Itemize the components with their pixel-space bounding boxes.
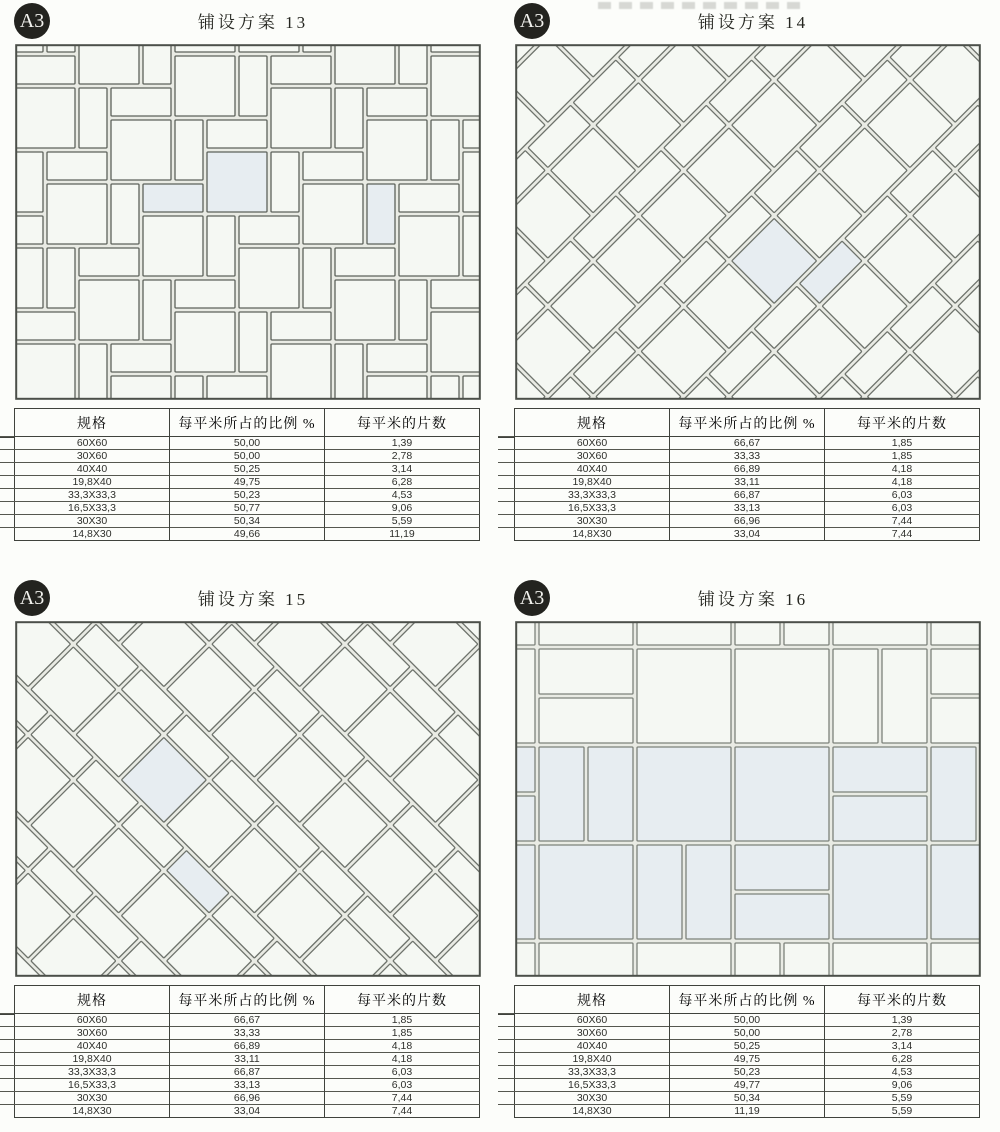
table-row <box>15 502 480 515</box>
tile <box>111 344 171 372</box>
tile <box>47 152 107 180</box>
count-cell: 7,44 <box>825 528 980 541</box>
ratio-cell: 50,00 <box>170 450 325 463</box>
tile <box>335 88 363 148</box>
tile <box>239 216 299 244</box>
tile-pattern-diagram <box>14 621 482 977</box>
tile <box>111 184 139 244</box>
tile <box>207 120 267 148</box>
ratio-cell: 50,00 <box>670 1027 825 1040</box>
tile <box>931 845 982 939</box>
spec-cell: 30X60 <box>15 1027 170 1040</box>
table-row <box>15 489 480 502</box>
tile <box>833 649 878 743</box>
table-row <box>515 515 980 528</box>
table-row <box>515 528 980 541</box>
count-cell: 5,59 <box>825 1105 980 1118</box>
count-cell: 7,44 <box>325 1105 480 1118</box>
plan-title: 铺设方案 14 <box>697 13 809 32</box>
tile <box>14 216 43 244</box>
tile <box>931 747 976 841</box>
spec-cell: 14,8X30 <box>515 1105 670 1118</box>
tile <box>239 312 267 372</box>
count-cell: 1,85 <box>825 437 980 450</box>
spec-cell: 60X60 <box>15 1014 170 1027</box>
tile <box>335 344 363 400</box>
tile <box>833 845 927 939</box>
spec-cell: 33,3X33,3 <box>15 1066 170 1079</box>
col-header-ratio: 每平米所占的比例 % <box>670 986 825 1014</box>
table-row <box>515 450 980 463</box>
ratio-cell: 33,33 <box>670 450 825 463</box>
count-cell: 5,59 <box>325 515 480 528</box>
tile <box>367 88 427 116</box>
count-cell: 9,06 <box>825 1079 980 1092</box>
tile <box>47 184 107 244</box>
count-cell: 7,44 <box>325 1092 480 1105</box>
ratio-cell: 49,75 <box>670 1053 825 1066</box>
tile <box>367 344 427 372</box>
tile-spec-table <box>514 408 980 541</box>
tile <box>79 88 107 148</box>
count-cell: 4,53 <box>825 1066 980 1079</box>
table-header-row <box>515 986 980 1014</box>
spec-cell: 19,8X40 <box>515 476 670 489</box>
count-cell: 6,03 <box>325 1066 480 1079</box>
tile <box>431 280 482 308</box>
spec-cell: 30X30 <box>515 1092 670 1105</box>
tile <box>271 344 331 400</box>
table-body <box>515 1014 980 1118</box>
count-cell: 1,39 <box>325 437 480 450</box>
table-row <box>515 463 980 476</box>
tile <box>431 312 482 372</box>
tile <box>47 248 75 308</box>
tile <box>367 184 395 244</box>
spec-cell: 40X40 <box>515 463 670 476</box>
tile <box>431 376 459 400</box>
plan-title: 铺设方案 13 <box>197 13 309 32</box>
tile <box>143 184 203 212</box>
ratio-cell: 66,67 <box>170 1014 325 1027</box>
tile <box>399 280 427 340</box>
tile <box>931 649 982 694</box>
table-row <box>515 437 980 450</box>
tile <box>175 376 203 400</box>
tile <box>399 184 459 212</box>
count-cell: 5,59 <box>825 1092 980 1105</box>
tile <box>931 621 982 645</box>
count-cell: 6,03 <box>325 1079 480 1092</box>
tile-spec-table <box>514 985 980 1118</box>
count-cell: 6,03 <box>825 489 980 502</box>
tile <box>637 649 731 743</box>
tile <box>735 845 829 890</box>
tile <box>833 747 927 792</box>
tile <box>539 943 633 977</box>
count-cell: 2,78 <box>325 450 480 463</box>
count-cell: 6,03 <box>825 502 980 515</box>
ratio-cell: 50,00 <box>670 1014 825 1027</box>
tile <box>931 698 982 743</box>
tile <box>833 943 927 977</box>
tile <box>833 621 927 645</box>
table-header-row <box>15 986 480 1014</box>
ratio-cell: 49,66 <box>170 528 325 541</box>
tile <box>15 344 75 400</box>
tile <box>239 248 299 308</box>
tile <box>79 280 139 340</box>
count-cell: 11,19 <box>325 528 480 541</box>
plan-section <box>0 0 500 566</box>
spec-cell: 60X60 <box>15 437 170 450</box>
col-header-count: 每平米的片数 <box>825 986 980 1014</box>
tile <box>143 280 171 340</box>
ratio-cell: 50,00 <box>170 437 325 450</box>
col-header-spec: 规格 <box>15 986 170 1014</box>
spec-cell: 14,8X30 <box>15 528 170 541</box>
ratio-cell: 50,25 <box>170 463 325 476</box>
table-row <box>15 1027 480 1040</box>
ratio-cell: 33,11 <box>170 1053 325 1066</box>
tile-pattern-svg <box>14 44 482 400</box>
table-row <box>515 1066 980 1079</box>
spec-cell: 30X30 <box>15 1092 170 1105</box>
tile <box>175 56 235 116</box>
table-row <box>515 1092 980 1105</box>
spec-cell: 19,8X40 <box>515 1053 670 1066</box>
plan-section <box>500 0 1000 566</box>
col-header-count: 每平米的片数 <box>325 409 480 437</box>
table-body <box>15 1014 480 1118</box>
tile-spec-table <box>14 408 480 541</box>
table-row <box>515 1014 980 1027</box>
table-row <box>515 1027 980 1040</box>
col-header-spec: 规格 <box>15 409 170 437</box>
tile <box>15 88 75 148</box>
tile <box>271 312 331 340</box>
count-cell: 3,14 <box>325 463 480 476</box>
tile <box>637 621 731 645</box>
tile-pattern-svg <box>514 44 982 400</box>
ratio-cell: 50,34 <box>670 1092 825 1105</box>
tile <box>79 248 139 276</box>
tile <box>637 747 731 841</box>
ratio-cell: 33,11 <box>670 476 825 489</box>
a3-badge: A3 <box>14 580 50 616</box>
spec-cell: 30X60 <box>515 450 670 463</box>
tile <box>784 621 829 645</box>
ratio-cell: 66,96 <box>170 1092 325 1105</box>
ratio-cell: 50,23 <box>170 489 325 502</box>
table-header-row <box>515 409 980 437</box>
ratio-cell: 33,13 <box>170 1079 325 1092</box>
tile <box>143 216 203 276</box>
count-cell: 1,39 <box>825 1014 980 1027</box>
count-cell: 6,28 <box>325 476 480 489</box>
count-cell: 1,85 <box>825 450 980 463</box>
count-cell: 4,18 <box>825 463 980 476</box>
ratio-cell: 66,96 <box>670 515 825 528</box>
tile-spec-table <box>14 985 480 1118</box>
tile <box>367 120 427 180</box>
ratio-cell: 33,13 <box>670 502 825 515</box>
tile <box>539 698 633 743</box>
ratio-cell: 33,04 <box>170 1105 325 1118</box>
table-row <box>15 463 480 476</box>
table-row <box>15 528 480 541</box>
spec-cell: 19,8X40 <box>15 476 170 489</box>
plan-title: 铺设方案 15 <box>197 590 309 609</box>
tile <box>175 120 203 180</box>
col-header-ratio: 每平米所占的比例 % <box>170 409 325 437</box>
col-header-spec: 规格 <box>515 409 670 437</box>
tile <box>239 56 267 116</box>
table-row <box>15 1053 480 1066</box>
spec-cell: 40X40 <box>15 1040 170 1053</box>
col-header-spec: 规格 <box>515 986 670 1014</box>
count-cell: 6,28 <box>825 1053 980 1066</box>
table-row <box>515 502 980 515</box>
tile <box>335 248 395 276</box>
spec-cell: 16,5X33,3 <box>15 502 170 515</box>
tile <box>207 216 235 276</box>
a3-badge: A3 <box>14 3 50 39</box>
table-row <box>15 1014 480 1027</box>
tile <box>637 943 731 977</box>
col-header-ratio: 每平米所占的比例 % <box>170 986 325 1014</box>
spec-cell: 60X60 <box>515 1014 670 1027</box>
spec-cell: 30X60 <box>515 1027 670 1040</box>
tile <box>175 312 235 372</box>
tile <box>539 649 633 694</box>
col-header-ratio: 每平米所占的比例 % <box>670 409 825 437</box>
tile <box>539 845 633 939</box>
tile <box>637 845 682 939</box>
tile <box>588 747 633 841</box>
count-cell: 1,85 <box>325 1014 480 1027</box>
count-cell: 4,18 <box>825 476 980 489</box>
table-row <box>15 437 480 450</box>
spec-cell: 14,8X30 <box>15 1105 170 1118</box>
tile <box>431 56 482 116</box>
table-body <box>515 437 980 541</box>
count-cell: 7,44 <box>825 515 980 528</box>
table-row <box>515 1053 980 1066</box>
ratio-cell: 50,77 <box>170 502 325 515</box>
table-row <box>515 1040 980 1053</box>
tile <box>207 152 267 212</box>
tile <box>833 796 927 841</box>
table-row <box>515 489 980 502</box>
spec-cell: 33,3X33,3 <box>515 1066 670 1079</box>
count-cell: 9,06 <box>325 502 480 515</box>
tile <box>882 649 927 743</box>
spec-cell: 19,8X40 <box>15 1053 170 1066</box>
table-row <box>515 1105 980 1118</box>
tile <box>271 88 331 148</box>
tile <box>111 120 171 180</box>
table-row <box>15 476 480 489</box>
ratio-cell: 49,77 <box>670 1079 825 1092</box>
plan-section <box>0 566 500 1132</box>
ratio-cell: 66,87 <box>670 489 825 502</box>
tile <box>111 376 171 400</box>
tile <box>15 152 43 212</box>
count-cell: 2,78 <box>825 1027 980 1040</box>
tile <box>735 943 780 977</box>
tile <box>981 332 982 394</box>
tile <box>79 44 139 84</box>
spec-cell: 16,5X33,3 <box>15 1079 170 1092</box>
spec-cell: 40X40 <box>15 463 170 476</box>
tile-pattern-svg <box>514 621 982 977</box>
tile <box>367 376 427 400</box>
ratio-cell: 66,67 <box>670 437 825 450</box>
table-row <box>15 1040 480 1053</box>
tile <box>539 621 633 645</box>
spec-cell: 30X30 <box>15 515 170 528</box>
table-row <box>515 1079 980 1092</box>
spec-cell: 33,3X33,3 <box>515 489 670 502</box>
tile <box>686 845 731 939</box>
a3-badge: A3 <box>514 3 550 39</box>
tile <box>303 248 331 308</box>
ratio-cell: 66,87 <box>170 1066 325 1079</box>
tile <box>303 184 363 244</box>
tile <box>111 88 171 116</box>
table-body <box>15 437 480 541</box>
tile <box>431 120 459 180</box>
tile <box>399 44 427 84</box>
spec-cell: 16,5X33,3 <box>515 1079 670 1092</box>
tile-pattern-diagram <box>514 44 982 400</box>
plan-header <box>514 2 992 44</box>
ratio-cell: 50,23 <box>670 1066 825 1079</box>
tile <box>735 894 829 939</box>
plan-section <box>500 566 1000 1132</box>
ratio-cell: 33,33 <box>170 1027 325 1040</box>
tile <box>335 44 395 84</box>
spec-cell: 40X40 <box>515 1040 670 1053</box>
ratio-cell: 66,89 <box>670 463 825 476</box>
ratio-cell: 49,75 <box>170 476 325 489</box>
ratio-cell: 50,34 <box>170 515 325 528</box>
tile <box>15 56 75 84</box>
ratio-cell: 11,19 <box>670 1105 825 1118</box>
count-cell: 4,18 <box>325 1053 480 1066</box>
tile <box>175 280 235 308</box>
tile-pattern-svg <box>14 621 482 977</box>
table-row <box>15 1105 480 1118</box>
plan-title: 铺设方案 16 <box>697 590 809 609</box>
table-row <box>15 515 480 528</box>
tile <box>14 248 43 308</box>
tile <box>981 196 982 258</box>
tile <box>784 943 829 977</box>
tile <box>539 747 584 841</box>
tile <box>931 943 982 977</box>
tile <box>735 649 829 743</box>
tile <box>143 44 171 84</box>
tile <box>15 312 75 340</box>
table-row <box>515 476 980 489</box>
ratio-cell: 33,04 <box>670 528 825 541</box>
tile <box>735 747 829 841</box>
tile <box>207 376 267 400</box>
plan-header <box>14 579 492 621</box>
a3-badge: A3 <box>514 580 550 616</box>
plan-header <box>14 2 492 44</box>
spec-cell: 33,3X33,3 <box>15 489 170 502</box>
tile <box>303 152 363 180</box>
tile <box>981 60 982 122</box>
plan-header <box>514 579 992 621</box>
ratio-cell: 66,89 <box>170 1040 325 1053</box>
tile <box>271 56 331 84</box>
tile <box>271 152 299 212</box>
count-cell: 1,85 <box>325 1027 480 1040</box>
table-row <box>15 1066 480 1079</box>
spec-cell: 60X60 <box>515 437 670 450</box>
tile <box>79 344 107 400</box>
col-header-count: 每平米的片数 <box>325 986 480 1014</box>
tile-pattern-diagram <box>514 621 982 977</box>
count-cell: 4,53 <box>325 489 480 502</box>
table-header-row <box>15 409 480 437</box>
table-row <box>15 450 480 463</box>
spec-cell: 30X30 <box>515 515 670 528</box>
spec-cell: 14,8X30 <box>515 528 670 541</box>
spec-cell: 30X60 <box>15 450 170 463</box>
ratio-cell: 50,25 <box>670 1040 825 1053</box>
table-row <box>15 1092 480 1105</box>
tile <box>399 216 459 276</box>
tile <box>335 280 395 340</box>
tile <box>735 621 780 645</box>
count-cell: 4,18 <box>325 1040 480 1053</box>
table-row <box>15 1079 480 1092</box>
tile-pattern-diagram <box>14 44 482 400</box>
count-cell: 3,14 <box>825 1040 980 1053</box>
spec-cell: 16,5X33,3 <box>515 502 670 515</box>
col-header-count: 每平米的片数 <box>825 409 980 437</box>
